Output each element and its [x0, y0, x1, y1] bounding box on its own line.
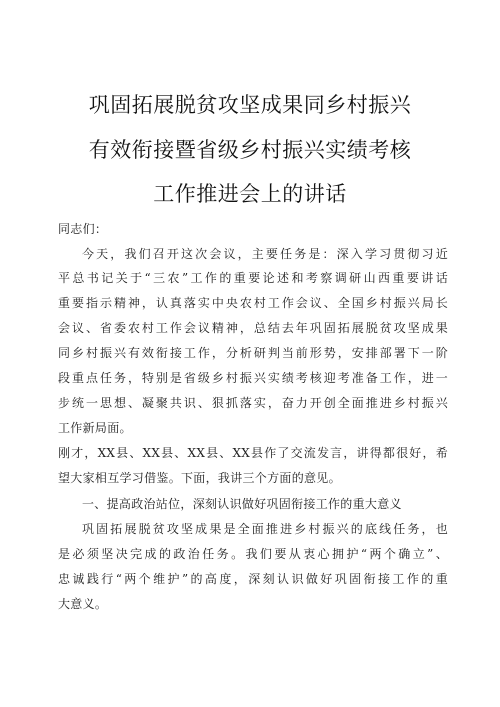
para1-line: 今天，我们召开这次会议，主要任务是：深入学习贯彻习近 [82, 247, 448, 261]
salutation: 同志们： [58, 222, 108, 236]
para1-line: 同乡村振兴有效衔接工作，分析研判当前形势，安排部署下一阶 [58, 346, 448, 360]
title-line-3: 工作推进会上的讲话 [153, 182, 347, 206]
para1-line: 段重点任务，特别是省级乡村振兴实绩考核迎考准备工作，进一 [58, 371, 448, 385]
para1-line: 重要指示精神，认真落实中央农村工作会议、全国乡村振兴局长 [58, 296, 448, 310]
para3-line: 忠诚践行“两个维护”的高度，深刻认识做好巩固衔接工作的重 [58, 572, 448, 586]
para3-line: 是必须坚决完成的政治任务。我们要从衷心拥护“两个确立”、 [58, 547, 448, 561]
title-line-2: 有效衔接暨省级乡村振兴实绩考核 [88, 138, 412, 162]
para2-line: 望大家相互学习借鉴。下面，我讲三个方面的意见。 [58, 471, 341, 485]
para1-line: 平总书记关于“三农”工作的重要论述和考察调研山西重要讲话 [58, 271, 448, 285]
section-heading: 一、提高政治站位，深刻认识做好巩固衔接工作的重大意义 [82, 497, 402, 511]
para3-line: 巩固拓展脱贫攻坚成果是全面推进乡村振兴的底线任务，也 [82, 522, 448, 536]
para1-line: 步统一思想、凝聚共识、狠抓落实，奋力开创全面推进乡村振兴 [58, 396, 448, 410]
para3-line: 大意义。 [58, 597, 108, 611]
para1-line: 工作新局面。 [58, 421, 132, 435]
para1-line: 会议、省委农村工作会议精神，总结去年巩固拓展脱贫攻坚成果 [58, 321, 448, 335]
para2-line: 刚才，XX县、XX县、XX县、XX县作了交流发言，讲得都很好，希 [58, 446, 448, 460]
title-line-1: 巩固拓展脱贫攻坚成果同乡村振兴 [88, 93, 412, 117]
